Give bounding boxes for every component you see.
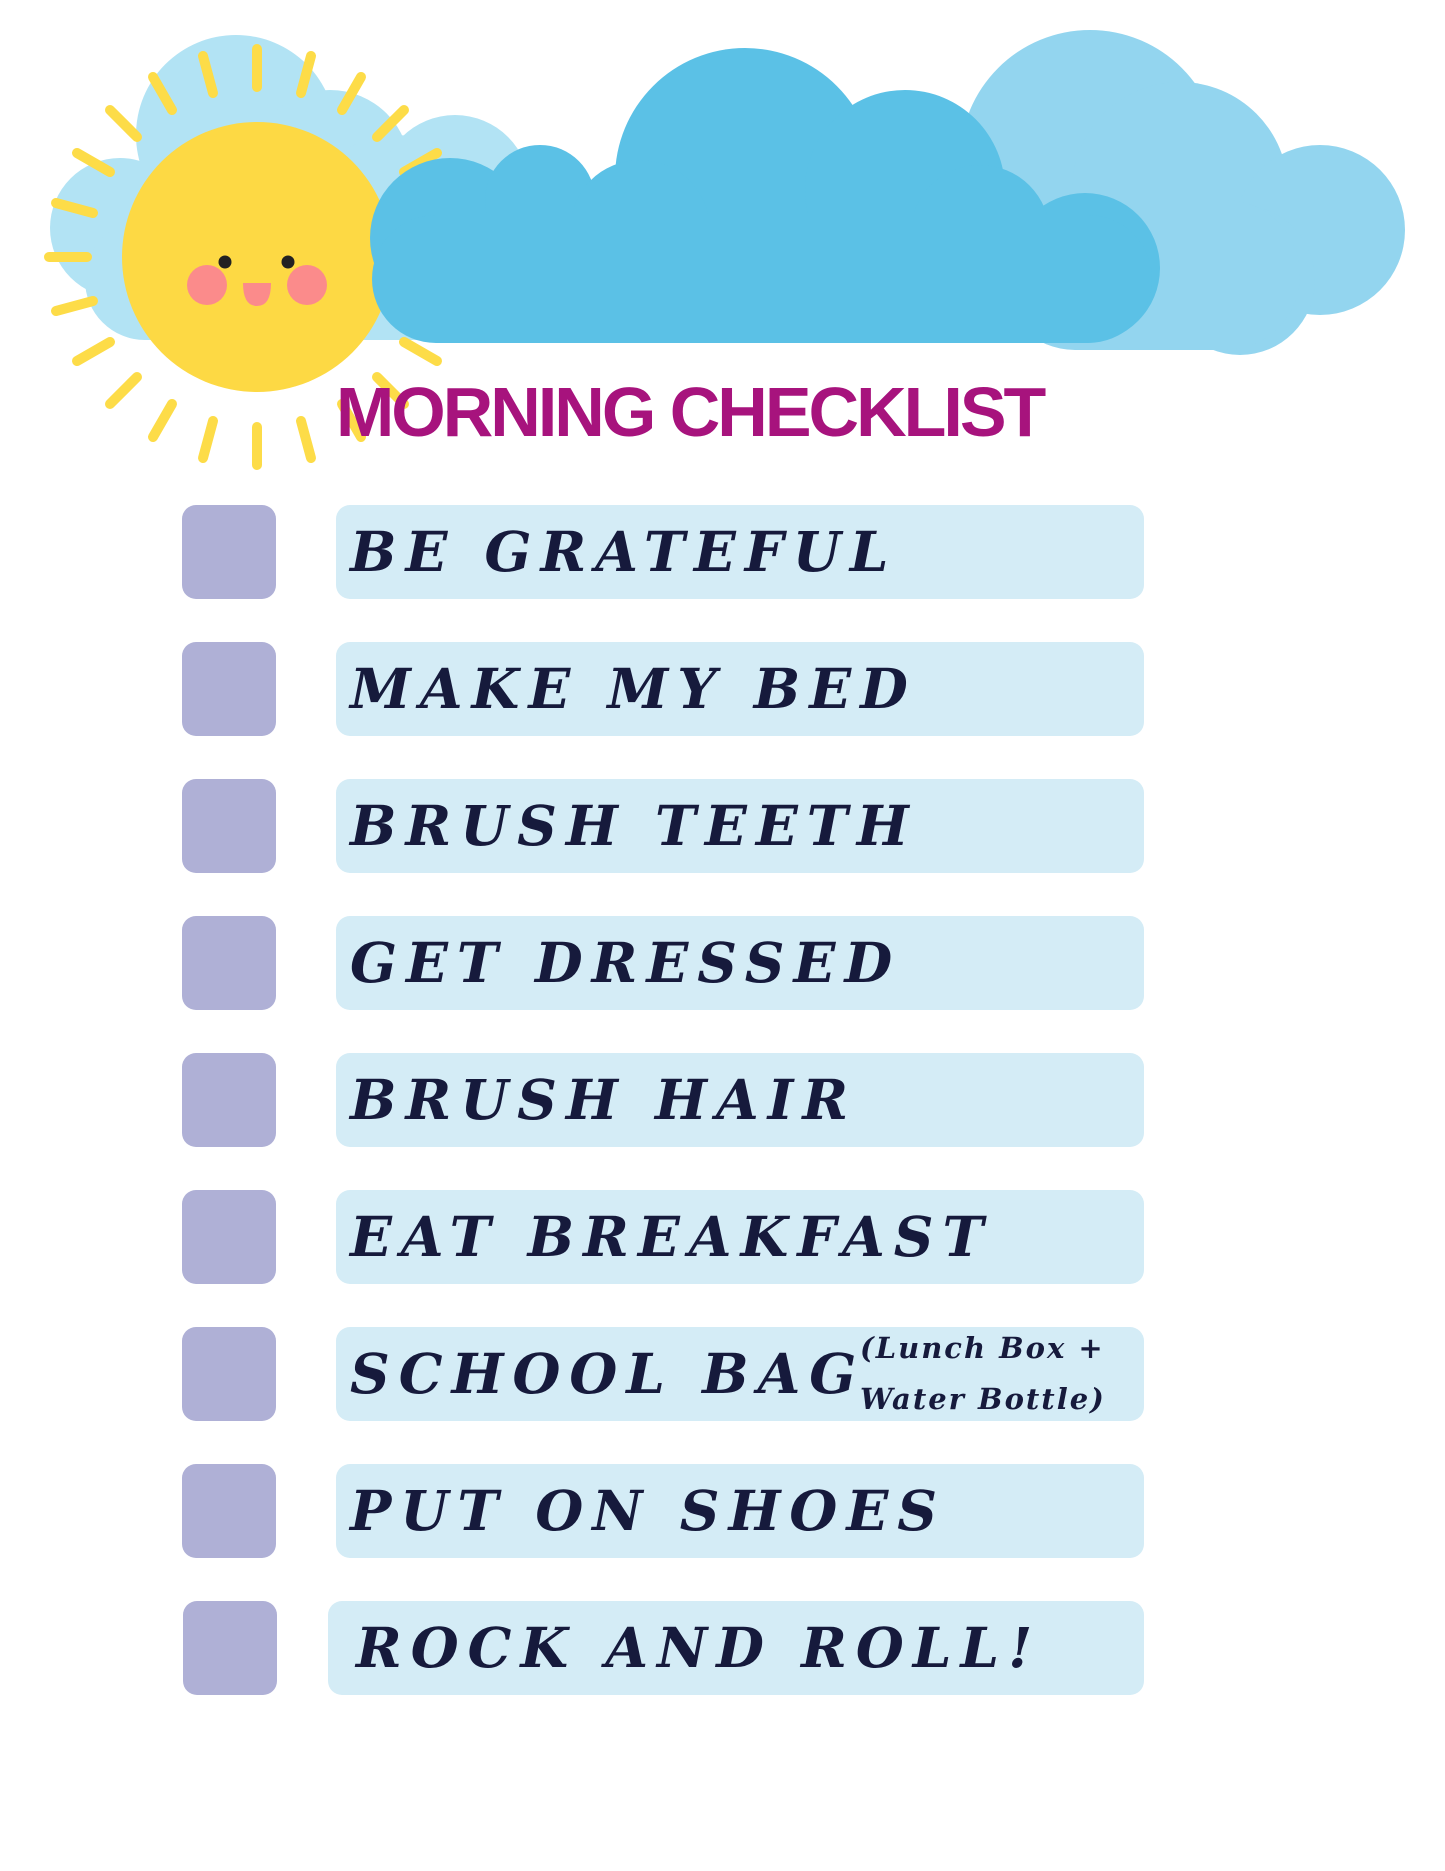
checkbox[interactable] [182, 1190, 276, 1284]
item-label: BE GRATEFUL [350, 519, 898, 584]
checklist-item-brush-teeth [0, 779, 1445, 874]
checkbox[interactable] [182, 642, 276, 736]
item-label: ROCK AND ROLL! [356, 1615, 1042, 1680]
checklist-item-brush-hair [0, 1053, 1445, 1148]
checklist-item-put-on-shoes [0, 1464, 1445, 1559]
item-label: GET DRESSED [350, 930, 902, 995]
item-bar [336, 916, 1144, 1010]
checkbox[interactable] [183, 1601, 277, 1695]
item-label: PUT ON SHOES [350, 1478, 946, 1543]
page-title: MORNING CHECKLIST [336, 373, 1044, 451]
item-note: (Lunch Box + Water Bottle) [860, 1331, 1106, 1416]
item-bar [336, 505, 1144, 599]
item-label: SCHOOL BAG [350, 1341, 866, 1406]
item-bar [336, 1053, 1144, 1147]
checklist-item-eat-breakfast [0, 1190, 1445, 1285]
checklist-item-rock-and-roll [0, 1601, 1445, 1696]
checklist-item-school-bag [0, 1327, 1445, 1422]
checkbox[interactable] [182, 779, 276, 873]
checkbox[interactable] [182, 916, 276, 1010]
item-bar [328, 1601, 1144, 1695]
checklist-item-get-dressed [0, 916, 1445, 1011]
checkbox[interactable] [182, 1464, 276, 1558]
item-label: BRUSH HAIR [350, 1067, 858, 1132]
checklist-item-be-grateful [0, 505, 1445, 600]
item-bar [336, 642, 1144, 736]
item-label: MAKE MY BED [350, 656, 917, 721]
item-bar [336, 779, 1144, 873]
item-bar [336, 1464, 1144, 1558]
item-bar [336, 1190, 1144, 1284]
checklist-item-make-my-bed [0, 642, 1445, 737]
checkbox[interactable] [182, 1053, 276, 1147]
item-label: EAT BREAKFAST [350, 1204, 993, 1269]
checkbox[interactable] [182, 1327, 276, 1421]
checkbox[interactable] [182, 505, 276, 599]
item-bar [336, 1327, 1144, 1421]
item-label: BRUSH TEETH [350, 793, 918, 858]
